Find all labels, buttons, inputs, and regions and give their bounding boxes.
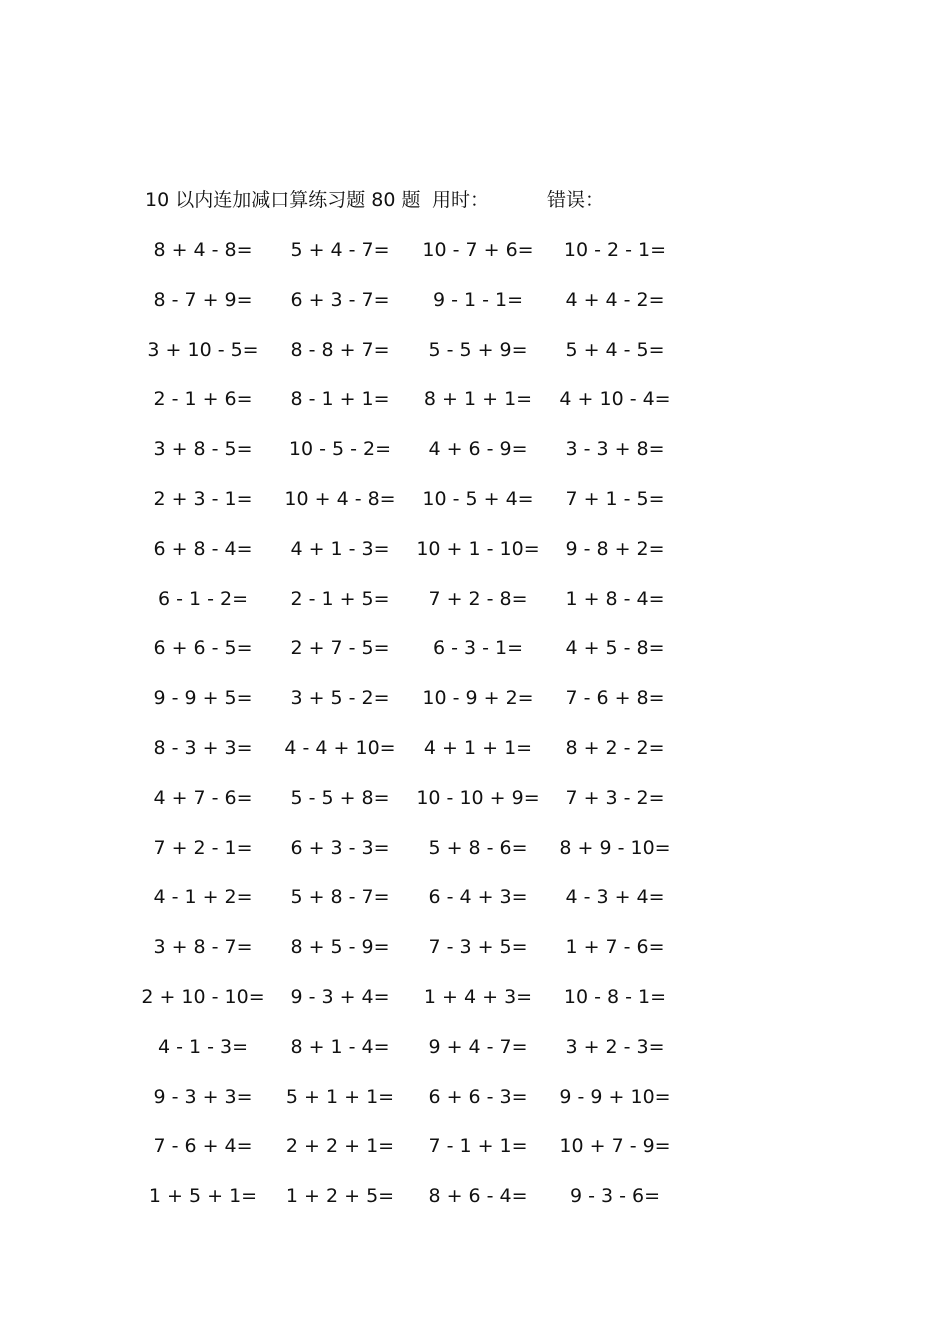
problem-item: 9 - 3 + 4= (290, 985, 390, 1008)
problem-item: 3 + 5 - 2= (290, 687, 390, 710)
problem-item: 8 - 1 + 1= (290, 388, 390, 411)
problem-item: 7 - 3 + 5= (428, 936, 528, 959)
problem-item: 1 + 8 - 4= (565, 587, 665, 610)
problem-row (0, 834, 950, 884)
problem-item: 3 + 10 - 5= (147, 338, 259, 361)
problem-item: 4 + 1 - 3= (290, 537, 390, 560)
problem-item: 10 - 5 - 2= (288, 438, 392, 461)
problem-item: 2 + 10 - 10= (141, 985, 265, 1008)
problem-item: 8 - 7 + 9= (153, 288, 253, 311)
problem-item: 4 + 6 - 9= (428, 438, 528, 461)
problem-item: 6 + 3 - 3= (290, 836, 390, 859)
problem-item: 7 - 1 + 1= (428, 1135, 528, 1158)
problem-row (0, 784, 950, 834)
problem-item: 4 + 7 - 6= (153, 786, 253, 809)
problem-row (0, 883, 950, 933)
problem-item: 8 + 6 - 4= (428, 1185, 528, 1208)
problem-item: 10 + 1 - 10= (416, 537, 540, 560)
problem-item: 8 - 8 + 7= (290, 338, 390, 361)
problem-item: 10 - 2 - 1= (563, 239, 667, 261)
problem-item: 4 + 4 - 2= (565, 288, 665, 311)
problem-row (0, 1132, 950, 1182)
problem-item: 8 + 1 - 4= (290, 1035, 390, 1058)
problem-item: 9 - 9 + 5= (153, 687, 253, 710)
worksheet-title: 10 以内连加减口算练习题 80 题 (145, 189, 421, 211)
problem-row (0, 236, 950, 286)
problem-item: 10 + 7 - 9= (559, 1135, 671, 1158)
problem-row (0, 734, 950, 784)
problem-item: 6 - 3 - 1= (432, 637, 524, 660)
error-label: 错误： (547, 189, 605, 211)
problem-row (0, 585, 950, 635)
problem-item: 2 + 7 - 5= (290, 637, 390, 660)
problem-item: 9 - 3 - 6= (569, 1185, 661, 1208)
problem-item: 6 + 6 - 5= (153, 637, 253, 660)
problem-item: 9 - 9 + 10= (559, 1085, 671, 1108)
problem-row (0, 385, 950, 435)
problem-item: 3 + 2 - 3= (565, 1035, 665, 1058)
problem-row (0, 983, 950, 1033)
problem-row (0, 1083, 950, 1133)
worksheet-header (0, 186, 950, 214)
problem-item: 4 - 1 - 3= (157, 1035, 249, 1058)
problem-item: 10 - 9 + 2= (422, 687, 534, 710)
problem-item: 9 - 8 + 2= (565, 537, 665, 560)
problem-item: 3 + 8 - 5= (153, 438, 253, 461)
problem-item: 7 + 2 - 8= (428, 587, 528, 610)
problem-item: 5 - 5 + 9= (428, 338, 528, 361)
problem-row (0, 535, 950, 585)
problem-item: 5 + 4 - 7= (290, 239, 390, 261)
problem-item: 7 + 2 - 1= (153, 836, 253, 859)
problem-item: 7 + 3 - 2= (565, 786, 665, 809)
problem-item: 3 - 3 + 8= (565, 438, 665, 461)
problem-item: 10 + 4 - 8= (284, 487, 396, 510)
problem-item: 6 - 1 - 2= (157, 587, 249, 610)
problem-item: 2 - 1 + 5= (290, 587, 390, 610)
problem-item: 4 + 1 + 1= (423, 736, 533, 759)
problem-item: 1 + 7 - 6= (565, 936, 665, 959)
problem-item: 4 - 4 + 10= (284, 736, 396, 759)
problem-item: 6 - 4 + 3= (428, 886, 528, 909)
problem-row (0, 1182, 950, 1232)
problem-item: 8 - 3 + 3= (153, 736, 253, 759)
problem-item: 9 - 3 + 3= (153, 1085, 253, 1108)
problem-item: 8 + 5 - 9= (290, 936, 390, 959)
problem-item: 1 + 2 + 5= (285, 1185, 395, 1208)
problem-item: 2 + 2 + 1= (285, 1135, 395, 1158)
problem-item: 7 + 1 - 5= (565, 487, 665, 510)
problem-row (0, 485, 950, 535)
problem-row (0, 634, 950, 684)
problem-item: 6 + 3 - 7= (290, 288, 390, 311)
problem-item: 5 - 5 + 8= (290, 786, 390, 809)
problem-item: 5 + 4 - 5= (565, 338, 665, 361)
problem-item: 4 + 10 - 4= (559, 388, 671, 411)
problem-row (0, 933, 950, 983)
problem-item: 9 + 4 - 7= (428, 1035, 528, 1058)
problem-item: 8 + 1 + 1= (423, 388, 533, 411)
problem-row (0, 286, 950, 336)
problem-item: 7 - 6 + 8= (565, 687, 665, 710)
problem-item: 5 + 8 - 6= (428, 836, 528, 859)
problem-item: 8 + 9 - 10= (559, 836, 671, 859)
problem-item: 9 - 1 - 1= (432, 288, 524, 311)
problem-row (0, 336, 950, 386)
problem-item: 6 + 6 - 3= (428, 1085, 528, 1108)
problem-row (0, 684, 950, 734)
problem-item: 3 + 8 - 7= (153, 936, 253, 959)
problem-row (0, 435, 950, 485)
time-label: 用时： (432, 189, 490, 211)
problem-item: 1 + 5 + 1= (148, 1185, 258, 1208)
problem-item: 7 - 6 + 4= (153, 1135, 253, 1158)
problem-item: 10 - 8 - 1= (563, 985, 667, 1008)
problem-item: 8 + 4 - 8= (153, 239, 253, 261)
problem-item: 2 - 1 + 6= (153, 388, 253, 411)
problem-item: 4 + 5 - 8= (565, 637, 665, 660)
problem-item: 1 + 4 + 3= (423, 985, 533, 1008)
problem-item: 5 + 8 - 7= (290, 886, 390, 909)
problem-item: 8 + 2 - 2= (565, 736, 665, 759)
problem-item: 4 - 1 + 2= (153, 886, 253, 909)
problem-grid (0, 236, 950, 1232)
problem-item: 10 - 7 + 6= (422, 239, 534, 261)
problem-item: 2 + 3 - 1= (153, 487, 253, 510)
problem-item: 10 - 10 + 9= (416, 786, 540, 809)
problem-item: 5 + 1 + 1= (285, 1085, 395, 1108)
problem-item: 4 - 3 + 4= (565, 886, 665, 909)
problem-item: 10 - 5 + 4= (422, 487, 534, 510)
problem-item: 6 + 8 - 4= (153, 537, 253, 560)
problem-row (0, 1033, 950, 1083)
